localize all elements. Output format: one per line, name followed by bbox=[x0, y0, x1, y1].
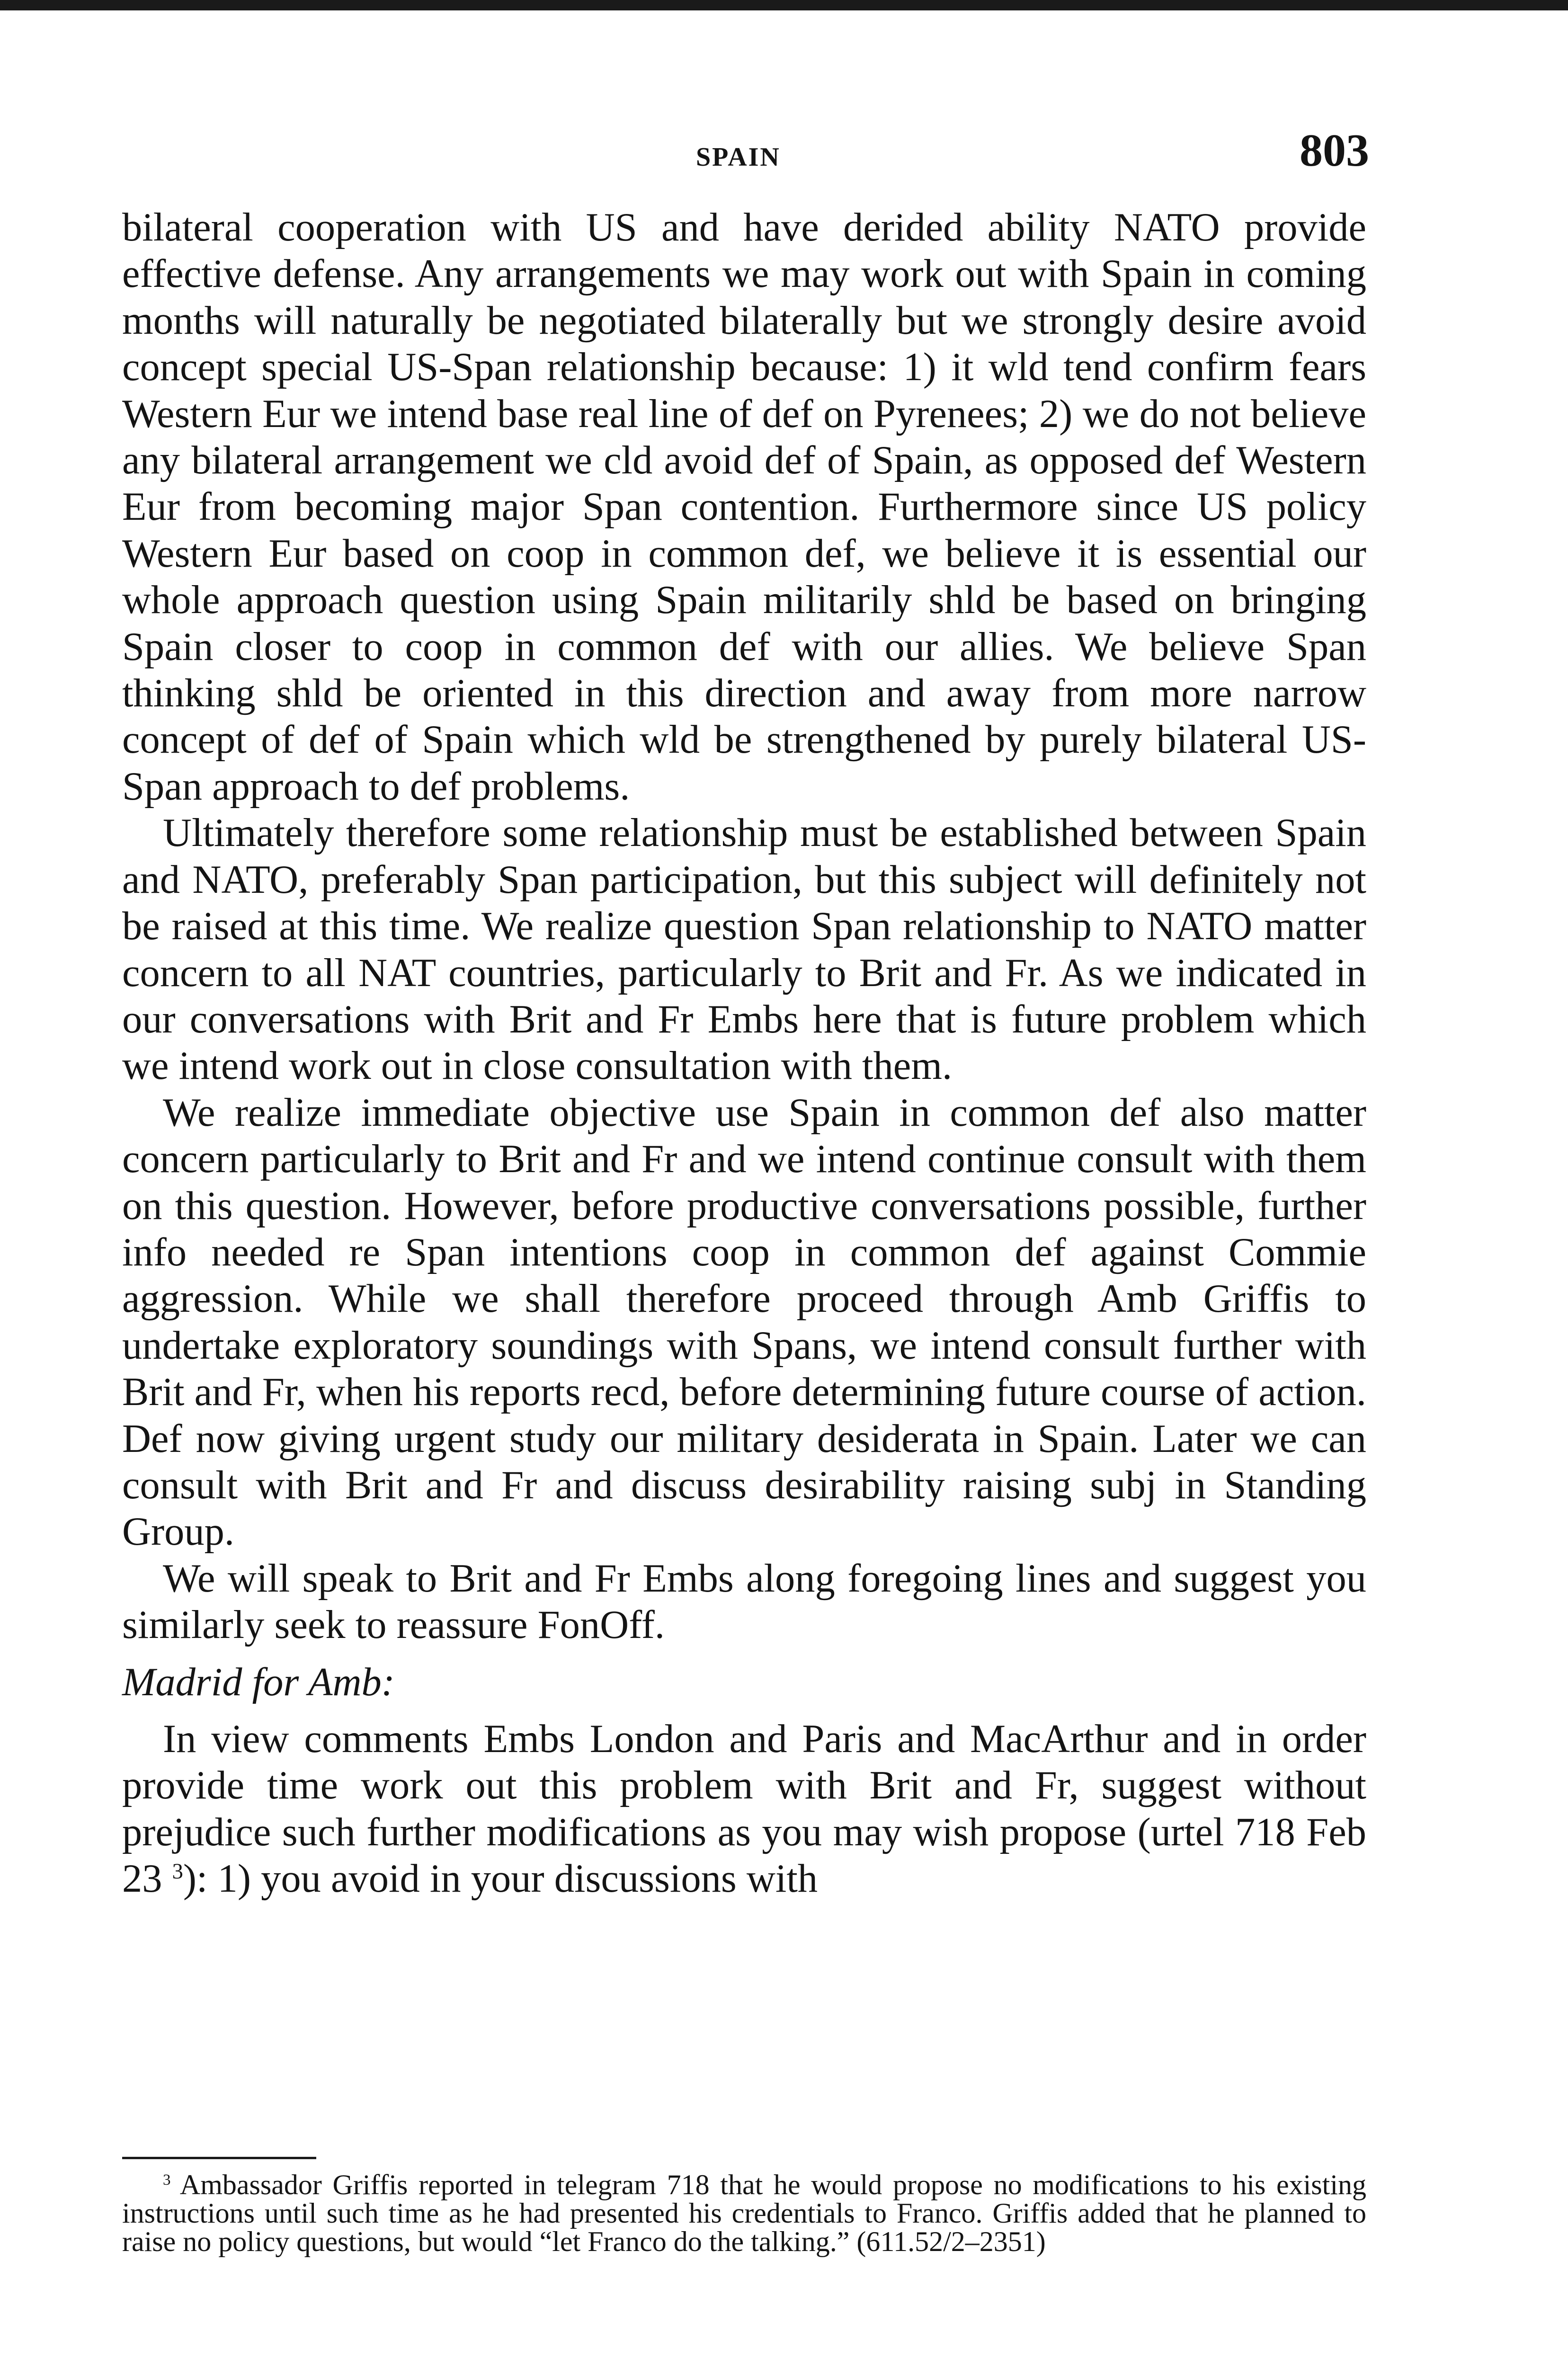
paragraph-5-text-after: ): 1) you avoid in your discussions with bbox=[183, 1857, 818, 1901]
running-title: SPAIN bbox=[696, 142, 781, 172]
footnote-separator bbox=[122, 2157, 316, 2159]
page-number: 803 bbox=[1300, 125, 1369, 176]
footnote bbox=[122, 2171, 1366, 2256]
running-head bbox=[0, 124, 1568, 176]
body-text bbox=[122, 205, 1366, 1903]
paragraph-3: We realize immediate objective use Spain in common def also matter concern particularly to Brit and Fr and we intend continue consult with them on this question. However, before productive conversations possible, further info needed re Span intentions coop in common def against Commie aggression. While we shall therefore proceed through Amb Griffis to undertake exploratory soundings with Spans, we intend consult further with Brit and Fr, when his reports recd, before determining future course of action. Def now giving urgent study our military desiderata in Spain. Later we can consult with Brit and Fr and discuss desirability raising subj in Standing Group. bbox=[122, 1090, 1366, 1554]
footnote-marker: 3 bbox=[163, 2171, 171, 2189]
paragraph-2: Ultimately therefore some relationship must be established between Spain and NATO, preferably Span participation, but this subject will definitely not be raised at this time. We realize question Span relationship to NATO matter concern to all NAT countries, particularly to Brit and Fr. As we indicated in our conversations with Brit and Fr Embs here that is future problem which we intend work out in close consultation with them. bbox=[122, 811, 1366, 1088]
footnote-reference[interactable]: 3 bbox=[172, 1860, 183, 1884]
paragraph-5 bbox=[122, 1716, 1366, 1903]
top-border-rule bbox=[0, 0, 1568, 10]
footnote-text: Ambassador Griffis reported in telegram 718 that he would propose no modifications to his existing instructions until such time as he had presented his credentials to Franco. Griffis added that he planned to raise no policy questions, but would “let Franco do the talking.” (611.52/2–2351) bbox=[122, 2169, 1366, 2257]
paragraph-5-text-before: In view comments Embs London and Paris and MacArthur and in order provide time work out this problem with Brit and Fr, suggest without prejudice such further modifications as you may wish propose (urtel 718 Feb 23 bbox=[122, 1717, 1366, 1901]
section-label-madrid: Madrid for Amb: bbox=[122, 1660, 395, 1704]
paragraph-4: We will speak to Brit and Fr Embs along foregoing lines and suggest you similarly seek to reassure FonOff. bbox=[122, 1556, 1366, 1647]
footnote-paragraph bbox=[122, 2171, 1366, 2256]
paragraph-1: bilateral cooperation with US and have derided ability NATO provide effective defense. Any arrangements we may work out with Spain in coming months will naturally be negotiated bilaterally but we strongly desire avoid concept special US-Span relationship because: 1) it wld tend confirm fears Western Eur we intend base real line of def on Pyrenees; 2) we do not believe any bilateral arrangement we cld avoid def of Spain, as opposed def Western Eur from becoming major Span contention. Furthermore since US policy Western Eur based on coop in common def, we believe it is essential our whole approach question using Spain militarily shld be based on bringing Spain closer to coop in common def with our allies. We believe Span thinking shld be oriented in this direction and away from more narrow concept of def of Spain which wld be strengthened by purely bilateral US-Span approach to def problems. bbox=[122, 205, 1366, 809]
